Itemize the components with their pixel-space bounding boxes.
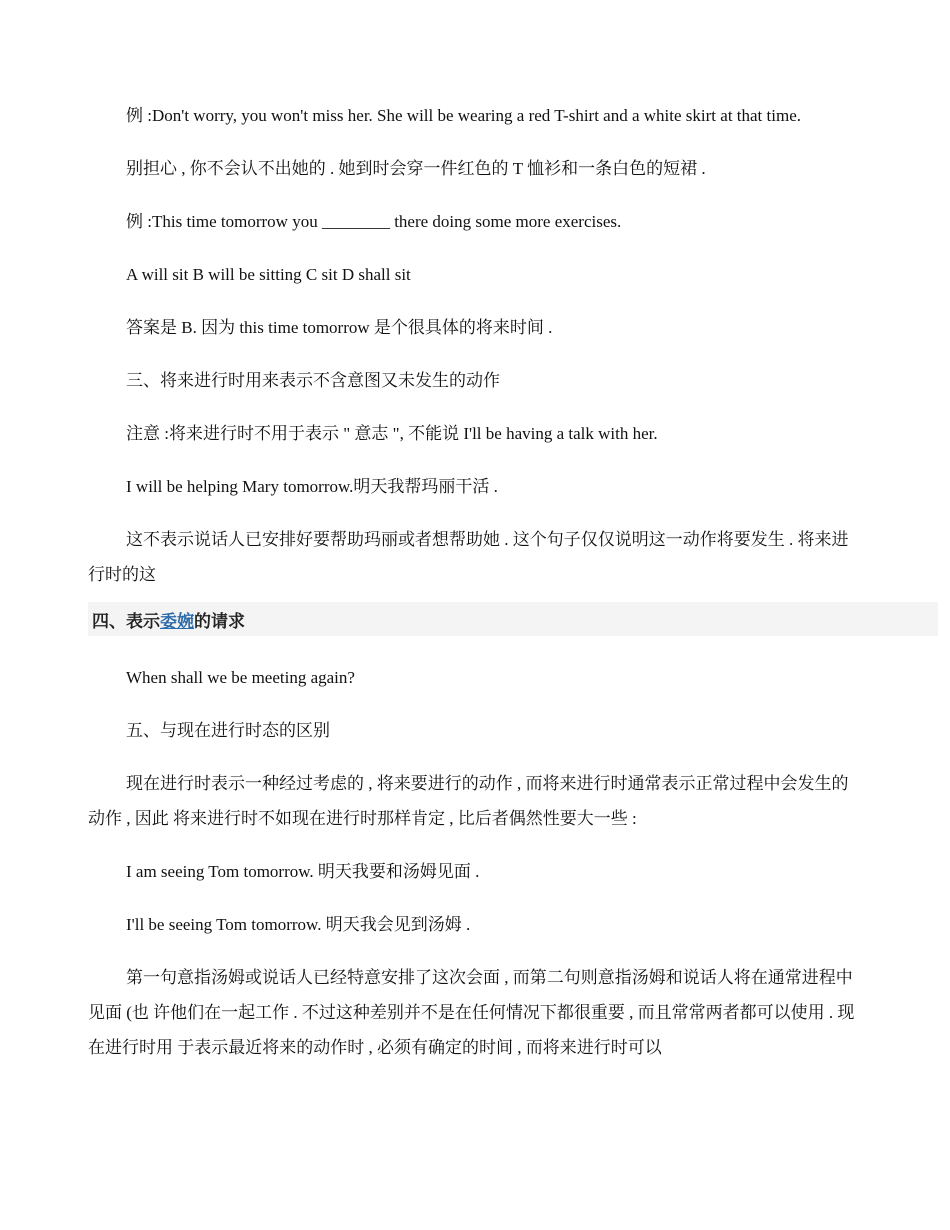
paragraph-options: A will sit B will be sitting C sit D shall sit	[126, 265, 411, 284]
paragraph-translation-1: 别担心 , 你不会认不出她的 . 她到时会穿一件红色的 T 恤衫和一条白色的短裙 .	[126, 159, 706, 178]
paragraph-note: 注意 :将来进行时不用于表示 " 意志 ", 不能说 I'll be having a talk with her.	[126, 424, 658, 443]
paragraph-section-3: 三、将来进行时用来表示不含意图又未发生的动作	[126, 371, 500, 390]
paragraph-example-3: I will be helping Mary tomorrow.明天我帮玛丽干活 .	[126, 477, 498, 496]
paragraph-example-1: 例 :Don't worry, you won't miss her. She will be wearing a red T-shirt and a white skirt at that time.	[126, 106, 801, 125]
paragraph-example-6: I'll be seeing Tom tomorrow. 明天我会见到汤姆 .	[126, 915, 471, 934]
section-heading-prefix: 四、表示	[92, 611, 160, 632]
paragraph-answer: 答案是 B. 因为 this time tomorrow 是个很具体的将来时间 .	[126, 318, 553, 337]
document-page	[88, 98, 863, 1083]
paragraph-example-4: When shall we be meeting again?	[126, 668, 355, 687]
section-heading-suffix: 的请求	[194, 611, 245, 632]
paragraph-explanation: 这不表示说话人已安排好要帮助玛丽或者想帮助她 . 这个句子仅仅说明这一动作将要发生 . 将来进行时的这	[88, 530, 849, 584]
paragraph-example-2: 例 :This time tomorrow you ________ there doing some more exercises.	[126, 212, 622, 231]
paragraph-comparison: 现在进行时表示一种经过考虑的 , 将来要进行的动作 , 而将来进行时通常表示正常过程中会发生的动作 , 因此 将来进行时不如现在进行时那样肯定 , 比后者偶然性要大一些 :	[88, 774, 849, 828]
paragraph-example-5: I am seeing Tom tomorrow. 明天我要和汤姆见面 .	[126, 862, 480, 881]
paragraph-final-explanation: 第一句意指汤姆或说话人已经特意安排了这次会面 , 而第二句则意指汤姆和说话人将在通常进程中见面 (也 许他们在一起工作 . 不过这种差别并不是在任何情况下都很重要 , 而且常常两者都可以使用 . 现在进行时用 于表示最近将来的动作时 , 必须有确定的时间 , 而将来进行时可以	[88, 968, 855, 1057]
paragraph-section-5: 五、与现在进行时态的区别	[126, 721, 330, 740]
section-heading-4	[88, 602, 938, 636]
section-heading-link[interactable]: 委婉	[160, 611, 194, 632]
